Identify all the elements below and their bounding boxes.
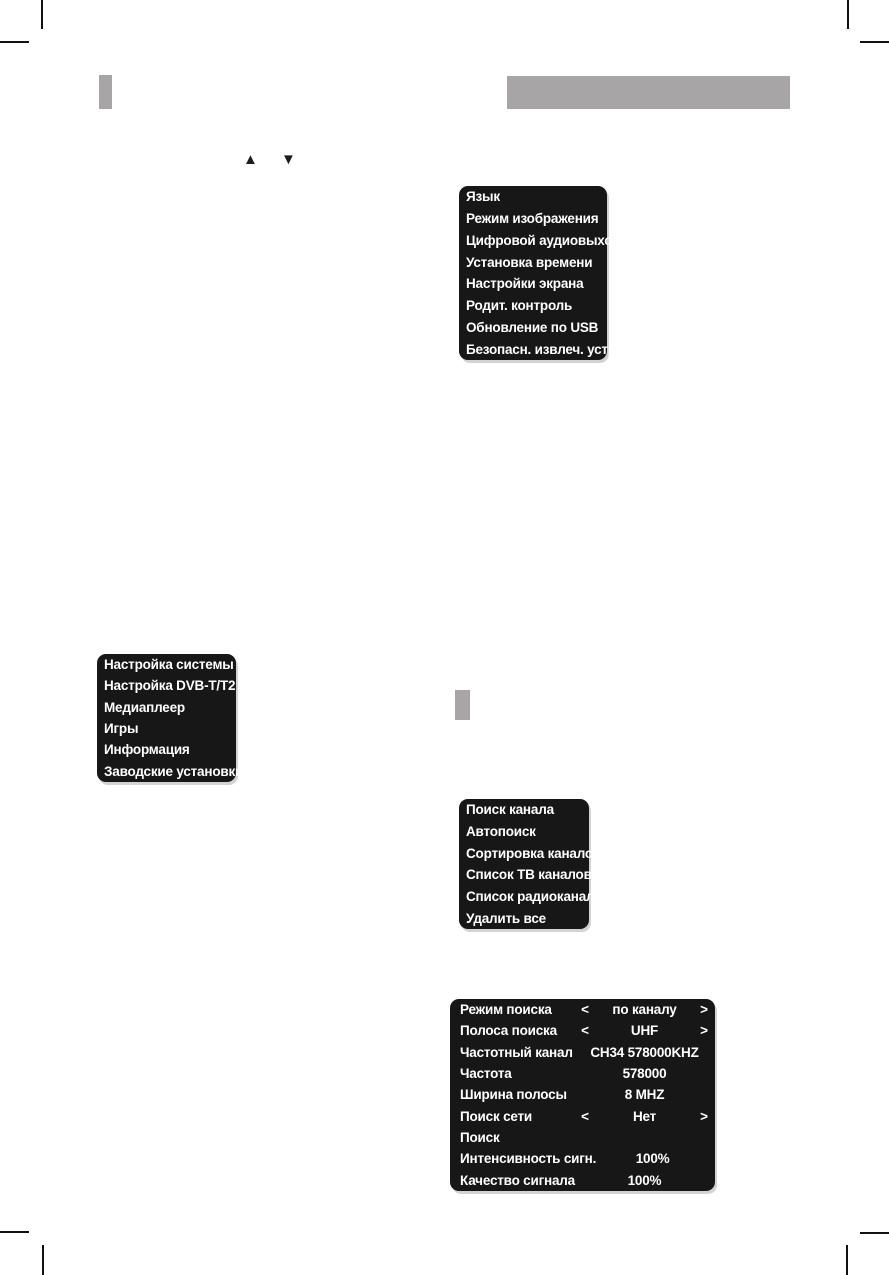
menu-item-factory-settings[interactable]: Заводские установки (104, 763, 244, 779)
menu-item-screen-settings[interactable]: Настройки экрана (466, 276, 584, 292)
crop-mark-top-right-vertical (847, 0, 849, 29)
crop-mark-bottom-right-vertical (846, 1245, 848, 1275)
menu-item-delete-all[interactable]: Удалить все (466, 910, 546, 926)
channel-menu (459, 799, 611, 929)
crop-mark-bottom-left-horizontal (0, 1231, 29, 1233)
row-value: 578000 (622, 1066, 667, 1082)
search-row-band[interactable] (450, 1020, 715, 1041)
search-row-search[interactable] (450, 1127, 715, 1148)
row-value: UHF (630, 1023, 659, 1039)
section-heading-bar-right (507, 76, 790, 109)
search-row-signal-intensity (450, 1148, 715, 1169)
decrease-arrow[interactable]: < (581, 1108, 589, 1124)
search-row-signal-quality (450, 1170, 715, 1191)
menu-item-system-setup[interactable]: Настройка системы (104, 657, 234, 673)
crop-mark-bottom-left-vertical (42, 1245, 44, 1275)
row-label: Частота (460, 1066, 512, 1082)
row-value: по каналу (612, 1002, 677, 1018)
search-row-frequency-channel[interactable] (450, 1042, 715, 1063)
increase-arrow[interactable]: > (700, 1023, 708, 1039)
crop-mark-top-right-horizontal (860, 41, 889, 43)
row-value: 100% (627, 1172, 662, 1188)
menu-item-auto-search[interactable]: Автопоиск (466, 823, 536, 839)
section-marker-bar-left (99, 75, 112, 109)
row-value: 8 MHZ (624, 1087, 665, 1103)
crop-mark-top-left-vertical (41, 0, 43, 29)
row-label: Поиск сети (460, 1108, 533, 1124)
row-label: Частотный канал (460, 1044, 573, 1060)
menu-item-language[interactable]: Язык (466, 189, 500, 205)
row-value: Нет (632, 1108, 657, 1124)
menu-item-usb-update[interactable]: Обновление по USB (466, 319, 599, 335)
row-value: 100% (635, 1151, 670, 1167)
menu-item-digital-audio[interactable]: Цифровой аудиовыход (466, 232, 621, 248)
menu-item-media-player[interactable]: Медиаплеер (104, 699, 185, 715)
crop-mark-top-left-horizontal (0, 41, 29, 43)
menu-item-dvb-setup[interactable]: Настройка DVB-T/T2 (104, 678, 236, 694)
section-marker-bar-middle (455, 690, 470, 720)
up-triangle-icon: ▲ (243, 151, 258, 168)
menu-item-channel-sorting[interactable]: Сортировка каналов (466, 845, 602, 861)
row-label: Поиск (460, 1130, 500, 1146)
menu-item-channel-search[interactable]: Поиск канала (466, 802, 554, 818)
menu-item-information[interactable]: Информация (104, 742, 190, 758)
increase-arrow[interactable]: > (700, 1002, 708, 1018)
row-value: CH34 578000KHZ (590, 1044, 699, 1060)
decrease-arrow[interactable]: < (581, 1002, 589, 1018)
row-label: Интенсивность сигн. (460, 1151, 597, 1167)
main-menu (97, 654, 244, 782)
row-label: Качество сигнала (460, 1172, 575, 1188)
menu-item-radio-list[interactable]: Список радиоканалов (466, 888, 611, 904)
row-label: Режим поиска (460, 1002, 552, 1018)
menu-item-safe-removal[interactable]: Безопасн. извлеч. устр. (466, 341, 620, 357)
decrease-arrow[interactable]: < (581, 1023, 589, 1039)
menu-item-time-setting[interactable]: Установка времени (466, 254, 593, 270)
search-row-mode[interactable] (450, 999, 715, 1020)
search-row-frequency[interactable] (450, 1063, 715, 1084)
down-triangle-icon: ▼ (281, 151, 296, 168)
menu-item-parental-control[interactable]: Родит. контроль (466, 298, 573, 314)
row-label: Полоса поиска (460, 1023, 557, 1039)
crop-mark-bottom-right-horizontal (860, 1232, 889, 1234)
menu-item-tv-channel-list[interactable]: Список ТВ каналов (466, 867, 592, 883)
menu-item-picture-mode[interactable]: Режим изображения (466, 211, 599, 227)
system-settings-menu (459, 186, 621, 360)
row-label: Ширина полосы (460, 1087, 567, 1103)
channel-search-panel (450, 999, 715, 1191)
menu-item-games[interactable]: Игры (104, 721, 139, 737)
search-row-network-search[interactable] (450, 1106, 715, 1127)
increase-arrow[interactable]: > (700, 1108, 708, 1124)
search-row-bandwidth[interactable] (450, 1084, 715, 1105)
